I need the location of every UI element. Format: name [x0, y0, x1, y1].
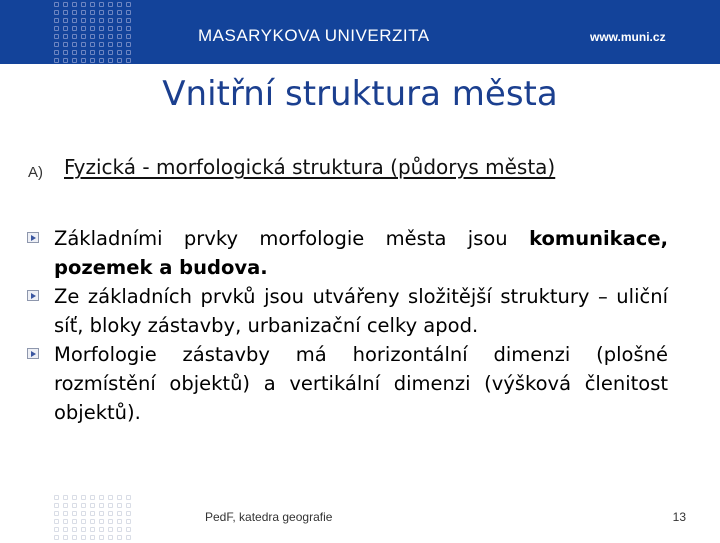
grid-dot: [81, 535, 86, 540]
bullet-item: [54, 224, 668, 282]
bullet-list: [54, 224, 668, 427]
grid-dot: [117, 495, 122, 500]
grid-dot: [99, 495, 104, 500]
grid-dot: [81, 10, 86, 15]
grid-dot: [90, 527, 95, 532]
grid-dot: [117, 18, 122, 23]
grid-dot: [63, 42, 68, 47]
grid-dot: [108, 503, 113, 508]
grid-dot: [72, 26, 77, 31]
grid-dot: [81, 42, 86, 47]
bullet-text: Základními prvky morfologie města jsou: [54, 227, 530, 250]
grid-dot: [54, 2, 59, 7]
grid-dot: [126, 495, 131, 500]
grid-dot: [99, 50, 104, 55]
grid-dot: [117, 527, 122, 532]
grid-dot: [108, 34, 113, 39]
grid-dot: [72, 519, 77, 524]
bullet-arrow-icon: [27, 348, 39, 359]
grid-dot: [117, 50, 122, 55]
grid-dot: [90, 511, 95, 516]
grid-dot: [90, 26, 95, 31]
grid-dot: [117, 58, 122, 63]
grid-dot: [72, 58, 77, 63]
grid-dot: [99, 26, 104, 31]
grid-dot: [90, 50, 95, 55]
grid-dot: [72, 2, 77, 7]
grid-dot: [81, 50, 86, 55]
grid-dot: [72, 18, 77, 23]
grid-dot: [99, 535, 104, 540]
university-name: MASARYKOVA UNIVERZITA: [198, 26, 430, 45]
subheading: Fyzická - morfologická struktura (půdorys města): [64, 155, 556, 179]
subheading-marker: A): [28, 164, 43, 181]
bullet-bold-text: komunikace, pozemek a budova.: [54, 227, 668, 279]
grid-dot: [108, 535, 113, 540]
logo-dot-grid: [54, 2, 135, 66]
grid-dot: [126, 50, 131, 55]
grid-dot: [108, 495, 113, 500]
grid-dot: [108, 511, 113, 516]
grid-dot: [126, 2, 131, 7]
grid-dot: [63, 26, 68, 31]
grid-dot: [54, 58, 59, 63]
grid-dot: [63, 519, 68, 524]
grid-dot: [99, 34, 104, 39]
grid-dot: [90, 34, 95, 39]
grid-dot: [126, 18, 131, 23]
grid-dot: [72, 10, 77, 15]
grid-dot: [54, 495, 59, 500]
grid-dot: [99, 519, 104, 524]
grid-dot: [90, 10, 95, 15]
grid-dot: [108, 42, 113, 47]
grid-dot: [63, 50, 68, 55]
grid-dot: [126, 527, 131, 532]
grid-dot: [72, 535, 77, 540]
grid-dot: [126, 34, 131, 39]
grid-dot: [90, 42, 95, 47]
grid-dot: [117, 42, 122, 47]
grid-dot: [72, 511, 77, 516]
grid-dot: [117, 26, 122, 31]
bullet-arrow-icon: [27, 290, 39, 301]
grid-dot: [54, 34, 59, 39]
grid-dot: [63, 511, 68, 516]
grid-dot: [81, 26, 86, 31]
grid-dot: [54, 511, 59, 516]
bullet-text: Morfologie zástavby má horizontální dimenzi (plošné rozmístění objektů) a vertikální dimenzi (výšková členitost objektů).: [54, 343, 668, 424]
grid-dot: [63, 58, 68, 63]
grid-dot: [126, 511, 131, 516]
grid-dot: [99, 42, 104, 47]
grid-dot: [54, 519, 59, 524]
footer-text: PedF, katedra geografie: [205, 510, 333, 524]
grid-dot: [126, 503, 131, 508]
grid-dot: [99, 503, 104, 508]
grid-dot: [63, 495, 68, 500]
grid-dot: [99, 527, 104, 532]
grid-dot: [81, 2, 86, 7]
bullet-item: [54, 340, 668, 427]
grid-dot: [90, 2, 95, 7]
grid-dot: [54, 26, 59, 31]
grid-dot: [117, 535, 122, 540]
grid-dot: [126, 519, 131, 524]
grid-dot: [81, 519, 86, 524]
grid-dot: [63, 2, 68, 7]
grid-dot: [81, 34, 86, 39]
grid-dot: [54, 535, 59, 540]
grid-dot: [126, 535, 131, 540]
slide-title: Vnitřní struktura města: [162, 74, 558, 114]
bullet-arrow-icon: [27, 232, 39, 243]
grid-dot: [108, 2, 113, 7]
grid-dot: [72, 50, 77, 55]
grid-dot: [63, 527, 68, 532]
grid-dot: [81, 503, 86, 508]
bullet-item: [54, 282, 668, 340]
grid-dot: [63, 34, 68, 39]
bullet-text: Ze základních prvků jsou utvářeny složitější struktury – uliční síť, bloky zástavby, urbanizační celky apod.: [54, 285, 668, 337]
grid-dot: [54, 50, 59, 55]
grid-dot: [72, 495, 77, 500]
grid-dot: [99, 2, 104, 7]
grid-dot: [63, 503, 68, 508]
grid-dot: [54, 42, 59, 47]
grid-dot: [54, 503, 59, 508]
grid-dot: [126, 26, 131, 31]
grid-dot: [117, 2, 122, 7]
grid-dot: [99, 18, 104, 23]
grid-dot: [54, 18, 59, 23]
grid-dot: [81, 511, 86, 516]
grid-dot: [126, 42, 131, 47]
grid-dot: [90, 535, 95, 540]
grid-dot: [81, 527, 86, 532]
grid-dot: [54, 10, 59, 15]
grid-dot: [99, 10, 104, 15]
website-url[interactable]: www.muni.cz: [590, 30, 666, 44]
grid-dot: [108, 10, 113, 15]
grid-dot: [108, 26, 113, 31]
footer-dot-grid: [54, 495, 135, 543]
header-bar: [0, 0, 720, 64]
grid-dot: [72, 42, 77, 47]
grid-dot: [72, 527, 77, 532]
grid-dot: [90, 503, 95, 508]
grid-dot: [99, 511, 104, 516]
grid-dot: [108, 18, 113, 23]
grid-dot: [90, 58, 95, 63]
grid-dot: [108, 527, 113, 532]
grid-dot: [63, 10, 68, 15]
grid-dot: [117, 511, 122, 516]
grid-dot: [108, 58, 113, 63]
grid-dot: [63, 535, 68, 540]
grid-dot: [81, 495, 86, 500]
grid-dot: [117, 34, 122, 39]
grid-dot: [126, 58, 131, 63]
grid-dot: [81, 58, 86, 63]
grid-dot: [108, 50, 113, 55]
grid-dot: [54, 527, 59, 532]
page-number: 13: [672, 510, 686, 524]
grid-dot: [108, 519, 113, 524]
grid-dot: [90, 18, 95, 23]
grid-dot: [81, 18, 86, 23]
grid-dot: [126, 10, 131, 15]
grid-dot: [117, 519, 122, 524]
grid-dot: [72, 34, 77, 39]
grid-dot: [117, 503, 122, 508]
grid-dot: [90, 495, 95, 500]
grid-dot: [117, 10, 122, 15]
grid-dot: [72, 503, 77, 508]
grid-dot: [90, 519, 95, 524]
grid-dot: [99, 58, 104, 63]
grid-dot: [63, 18, 68, 23]
